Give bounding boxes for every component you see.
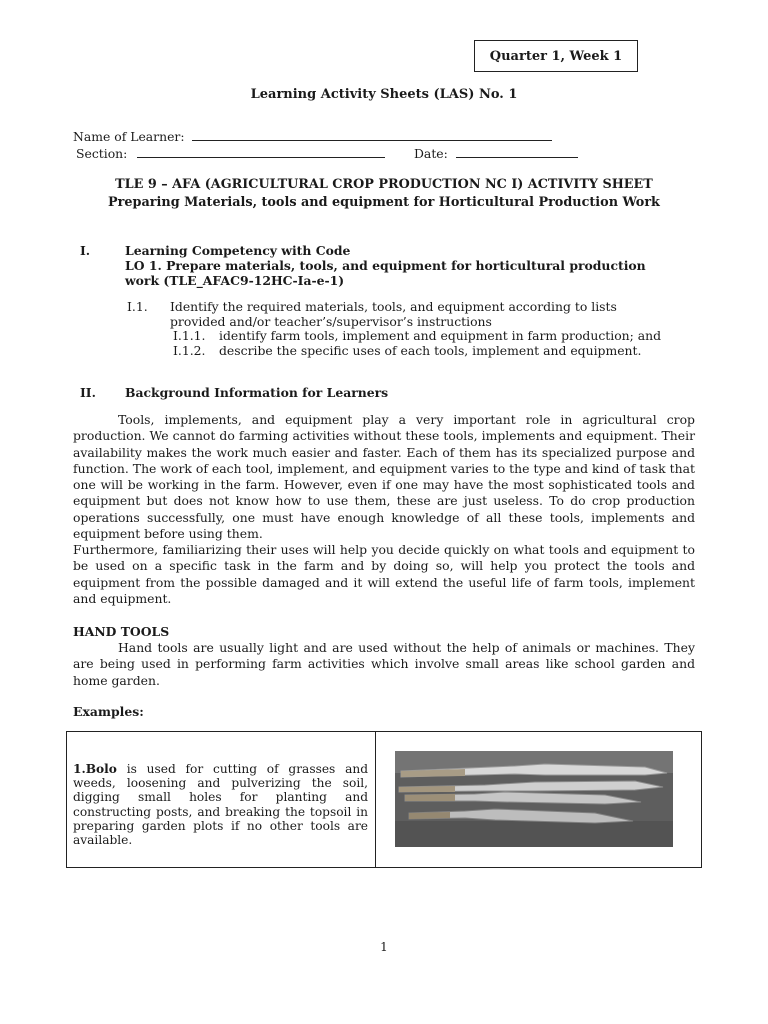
example-image-cell: [376, 732, 702, 868]
bolo-description: [67, 732, 375, 847]
section1-heading: Learning Competency with Code: [125, 243, 351, 258]
section-row: [76, 146, 385, 161]
hand-tools-description: Hand tools are usually light and are used without the help of animals or machines. They are being used in performing farm activities which involve small areas like school garden and home garden.: [73, 640, 695, 688]
item-number: I.1.: [127, 299, 148, 314]
examples-table: [66, 731, 702, 868]
name-of-learner-row: [73, 129, 552, 144]
bolo-blades-image: [395, 751, 673, 847]
quarter-week-box: [474, 40, 638, 72]
lo-line-2: work (TLE_AFAC9-12HC-Ia-e-1): [125, 273, 345, 288]
section-label: Section:: [76, 146, 128, 161]
page-number: 1: [380, 940, 388, 954]
table-row: [67, 732, 702, 868]
sub-item-1-number: I.1.1.: [173, 328, 206, 343]
date-row: [414, 146, 578, 161]
section2-heading: Background Information for Learners: [125, 385, 389, 400]
bolo-photo: [395, 751, 673, 847]
date-line: [456, 147, 578, 158]
name-label: Name of Learner:: [73, 129, 185, 144]
topic-title: Preparing Materials, tools and equipment for Horticultural Production Work: [108, 195, 660, 210]
bolo-name: 1.Bolo: [73, 762, 117, 776]
section-line: [137, 147, 385, 158]
background-paragraph-2: Furthermore, familiarizing their uses will help you decide quickly on what tools and equipment to be used on a specific task in the farm and by doing so, will help you protect the tools and equipment from the possible damaged and it will extend the useful life of farm tools, implement and equipment.: [73, 542, 695, 606]
item-line-1: Identify the required materials, tools, and equipment according to lists: [170, 299, 617, 314]
hand-tools-heading: HAND TOOLS: [73, 624, 170, 639]
background-paragraph-1: Tools, implements, and equipment play a very important role in agricultural crop production. We cannot do farming activities without these tools, implements and equipment. Their availability makes the work much easier and faster. Each of them has its specialized purpose and function. The work of each tool, implement, and equipment varies to the type and kind of task that one will be working in the farm. However, even if one may have the most sophisticated tools and equipment but does not know how to use them, these are just useless. To do crop production operations successfully, one must have enough knowledge of all these tools, implements and equipment before using them.: [73, 412, 695, 542]
sub-item-1-text: identify farm tools, implement and equipment in farm production; and: [219, 328, 662, 343]
quarter-week-label: Quarter 1, Week 1: [489, 48, 623, 64]
bolo-uses: is used for cutting of grasses and weeds, loosening and pulverizing the soil, digging small holes for planting and constructing posts, and breaking the topsoil in preparing garden plots if no other tools are available.: [73, 762, 368, 848]
subject-title: TLE 9 – AFA (AGRICULTURAL CROP PRODUCTION NC I) ACTIVITY SHEET: [115, 177, 653, 192]
example-text-cell: [67, 732, 376, 868]
sub-item-2-number: I.1.2.: [173, 343, 206, 358]
section1-numeral: I.: [80, 243, 91, 258]
las-title: Learning Activity Sheets (LAS) No. 1: [250, 87, 518, 102]
name-line: [192, 130, 552, 141]
examples-label: Examples:: [73, 704, 144, 719]
date-label: Date:: [414, 146, 448, 161]
section2-numeral: II.: [80, 385, 96, 400]
sub-item-2-text: describe the specific uses of each tools, implement and equipment.: [219, 343, 642, 358]
lo-line-1: LO 1. Prepare materials, tools, and equipment for horticultural production: [125, 258, 646, 273]
item-line-2: provided and/or teacher’s/supervisor’s instructions: [170, 314, 492, 329]
